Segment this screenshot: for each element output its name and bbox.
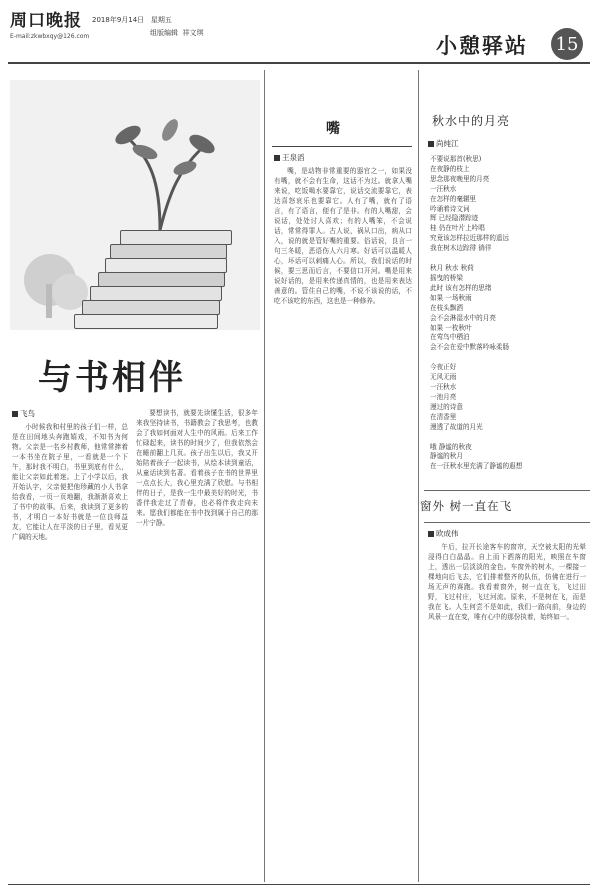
- essay-title: 窗外 树一直在飞: [420, 499, 513, 513]
- byline: [428, 528, 459, 539]
- author-name: 王泉滔: [282, 153, 305, 162]
- article-body: 嘴，是动物非常重要的器官之一，如果没有嘴，就不会有生命，这话不为过。就拿人嘴来说，吃饭喝水要靠它，说话交流要靠它，表达喜怒哀乐也要靠它。人有了嘴，就有了语言，有了语言，便有了是非。有的人嘴甜，会说话，处处讨人喜欢；有的人嘴笨，不会说话，常常得罪人。古人说，祸从口出，病从口入，说的就是管好嘴的重要。俗话说，良言一句三冬暖，恶语伤人六月寒。好话可以温暖人心，坏话可以刺痛人心。所以，我们说话的时候，要三思而后言，不要信口开河。嘴是用来说好话的，是用来传递真情的，也是用来表达善意的。管住自己的嘴，不说不该说的话，不吃不该吃的东西，这也是一种修养。: [274, 167, 412, 305]
- book-stack-illustration: [10, 80, 260, 330]
- article-body: 小时候我和村里的孩子们一样，总是在田间地头奔跑嬉戏，不知书为何物。父亲是一名乡村教师，他常常捧着一本书坐在院子里，一看就是一个下午，那时我不明白，书里到底有什么，能让父亲如此着迷。上了小学以后，我开始认字，父亲便把他珍藏的小人书拿给我看，一页一页地翻，我渐渐喜欢上了书中的故事。后来，我读到了更多的书，才明白一本好书就是一位良师益友，它能让人在平淡的日子里，看见更广阔的天地。: [12, 423, 128, 541]
- poem-body: [430, 155, 580, 482]
- dateline: [92, 15, 172, 25]
- poem-title: 秋水中的月亮: [432, 114, 511, 128]
- column-divider: [264, 70, 265, 882]
- essay-body: 午后，拉开长途客车的窗帘，天空被太阳的光晕浸得白白晶晶。自上而下洒落的阳光，映照在车窗上，透出一层淡淡的金色。车窗外的树木，一棵接一棵地向后飞去，它们排着整齐的队伍，仿佛在进行一场无声的赛跑。我看着窗外，树一直在飞，飞过田野，飞过村庄，飞过河流。原来，不是树在飞，而是我在飞。人生何尝不是如此，我们一路向前，身边的风景一直在变，唯有心中的那份执着，始终如一。: [428, 543, 586, 621]
- author-name: 欧成伟: [436, 529, 459, 538]
- bullet-square-icon: [428, 531, 434, 537]
- editor-credit: [150, 28, 203, 38]
- divider: [424, 522, 590, 523]
- editor-name: 祥文琪: [182, 29, 204, 37]
- author-name: 飞鸟: [20, 409, 35, 418]
- byline: [12, 408, 35, 419]
- issue-date: 2018年9月14日: [92, 16, 145, 24]
- page-number-badge: 15: [551, 28, 583, 60]
- footer-rule: [8, 884, 590, 885]
- byline: [428, 138, 459, 149]
- poem-stanza: 哦 静谧的秋夜 静谧的秋月 在一汪秋水里充满了静谧的遐想: [430, 442, 523, 471]
- bullet-square-icon: [428, 141, 434, 147]
- divider: [424, 490, 590, 491]
- editor-role: 组版编辑: [150, 29, 178, 37]
- byline: [274, 152, 305, 163]
- article-title: 与书相伴: [38, 358, 186, 398]
- poem-stanza: 不要说那首(秋思) 在夜静的枝上 思念那夜晚里的月亮 一汪秋水 在怎样的毫辗里 吟诵着诗文词 辉 已经隐潜踪迹 桂 仍在叶片上吟唱 究竟该怎样拉近那样的遥远 我在树木边踪徘 徜徉: [430, 155, 510, 253]
- poem-stanza: 秋月 秋水 秋荷 摇曳的桥梁 此时 该有怎样的思绪 如果 一场秋雨 在枝头飘洒 会不会淋湿水中的月亮 如果 一枚秋叶 在莺鸟中栖泊 会不会在爱中默落吟咏柔肠: [430, 264, 510, 352]
- column-divider: [418, 70, 419, 882]
- poem-stanza: 今夜正好 无风无雨 一汪秋水 一池月亮 漫过的诗意 在清香里 漫透了故道的月光: [430, 363, 483, 431]
- masthead-logo: 周口晚报: [10, 11, 82, 31]
- article-title: 嘴: [326, 121, 340, 137]
- email-address: E-mail:zkwbxqy@126.com: [10, 33, 90, 40]
- author-name: 尚纯江: [436, 139, 459, 148]
- divider: [272, 146, 412, 147]
- weekday: 星期五: [150, 16, 172, 24]
- header-rule: [8, 62, 590, 64]
- section-title: 小憩驿站: [436, 33, 528, 58]
- bullet-square-icon: [274, 155, 280, 161]
- bullet-square-icon: [12, 411, 18, 417]
- article-body-continued: 要想读书，就要先读懂生活，很多年来我坚持读书，书籍教会了我思考，也教会了我如何面对人生中的风雨。后来工作忙碌起来，读书的时间少了，但我依然会在睡前翻上几页。孩子出生以后，我又开始陪着孩子一起读书，从绘本读到童话，从童话读到名著。看着孩子在书的世界里一点点长大，我心里充满了欣慰。与书相伴的日子，是我一生中最美好的时光，书香伴我走过了青春，也必将伴我走向未来。愿我们都能在书中找到属于自己的那一片宁静。: [136, 409, 258, 527]
